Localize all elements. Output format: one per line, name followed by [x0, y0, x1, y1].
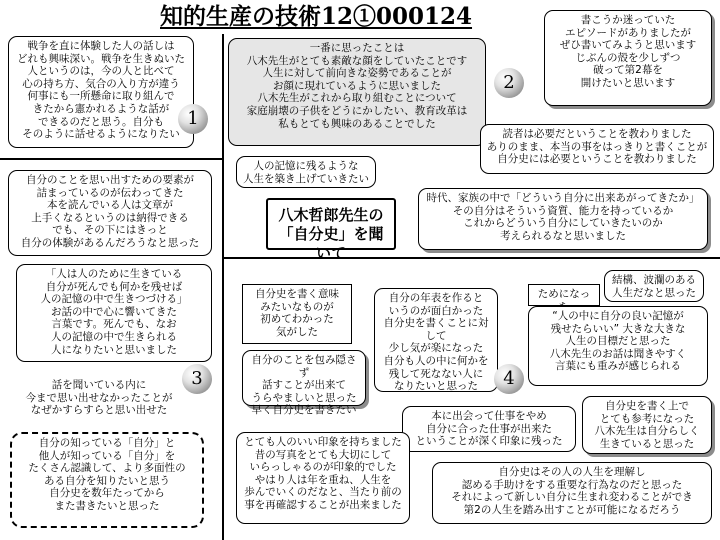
note-text: 自分の知っている「自分」と 他人が知っている「自分」を たくさん認識して、より多面性の ある自分を知りたいと思う 自分史を数年たってから また書きたいと思った: [28, 437, 186, 512]
note-text: とても人のいい印象を持ちました 昔の写真をとても大切にして いらっしゃるのが印象的でした やはり人は年を重ね、人生を 歩んでいくのだなと、当たり前の 事を再確認することが出来ました: [244, 436, 402, 511]
note-reference: [582, 396, 712, 454]
note-text: 自分の年表を作ると いうのが面白かった 自分史を書くことに対して 少し気が楽になった 自分も人の中に何かを 残して死なない人に なりたいと思った: [383, 292, 489, 393]
note-text: 一番に思ったことは 八木先生がとても素敵な顔をしていたことです 人生に対して前向きな姿勢であることが お顔に現れているように思いました 八木先生がこれから取り組むことについて 家庭崩壊の子供をどうにかしたい、教育改革は 私もとても興味のあることでした: [246, 42, 468, 130]
note-turbulent-life: [604, 270, 704, 302]
note-text: 読者は必要だということを教わりました ありのまま、本当の事をはっきりと書くことが 自分史には必要ということを教わりました: [486, 128, 708, 166]
note-first-impression: [228, 38, 486, 146]
note-new-job: [402, 406, 576, 452]
note-text: 「人は人のために生きている 自分が死んでも何かを残せば 人の記憶の中で生きつづける」 お話の中で心に響いてきた 言葉です。死んでも、なお 人の記憶の中で生きられる 人になりたいと思いました: [40, 268, 188, 356]
note-chronology: [374, 288, 498, 392]
note-memory: [236, 156, 376, 188]
note-good-person: [236, 432, 410, 524]
center-title-box: [266, 198, 396, 262]
note-text: 時代、家族の中で「どういう自分に出来あがってきたか」 その自分はそういう資質、能力を持っているか これからどういう自分にしていきたいのか 考えられるなと思いました: [426, 192, 700, 242]
note-text: 本に出会って仕事をやめ 自分に合った仕事が出来た ということが深く印象に残った: [415, 410, 563, 448]
note-text: 戦争を直に体験した人の話しは どれも興味深い。戦争を生きぬいた 人というのは，今の人と比べて 心の持ち方、気合の入り方が違う 何事にも一所懸命に取り組んで きたから憲かれるような話が できるのだと思う。自分も そのように話せるようになりたい: [17, 40, 185, 141]
note-recall-elements: [8, 170, 212, 256]
section-number-3-icon: 3: [182, 364, 212, 394]
note-text: 自分史を書く上で とても参考になった 八木先生は自分らしく 生きていると思った: [594, 400, 700, 450]
note-text: 自分のことを思い出すための要素が 詰まっているのが伝わってきた 本を読んでいる人は文章が 上手くなるというのは納得できる でも、その下にはきっと 自分の体験があるんだろうなと思った: [20, 174, 200, 249]
note-openness: [242, 350, 366, 417]
note-text: 話を聞いている内に 今まで思い出せなかったことが なぜかすらすらと思い出せた: [25, 379, 173, 417]
note-text: 自分史を書く意味 みたいなものが 初めてわかった 気がした: [255, 288, 339, 338]
section-number-4-icon: 4: [494, 364, 524, 394]
vertical-divider: [222, 34, 224, 540]
note-text: 自分史はその人の人生を理解し 認める手助けをする重要な行為なのだと思った それによって新しい自分に生まれ変わることができ 第2の人生を踏み出すことが可能になるだろう: [451, 466, 693, 516]
note-text: 結構、波瀾のある 人生だなと思った: [612, 274, 696, 299]
note-text: ためになっ: [537, 288, 591, 300]
horizontal-divider-left: [0, 158, 222, 160]
note-good-memory: [528, 306, 708, 386]
note-war-experience: [8, 36, 194, 148]
page-title: 知的生産の技術12①000124: [160, 3, 473, 30]
note-live-for-others: [16, 264, 212, 362]
note-reader-needed: [480, 124, 714, 174]
note-meaning: [242, 284, 352, 344]
note-multifaceted-self: [10, 432, 204, 528]
note-listening-recall: [14, 376, 184, 424]
note-text: 自分のことを包み隠さず 話すことが出来て うらやましいと思った 早く自分史を書きたい: [251, 354, 357, 417]
note-era-family: [418, 188, 708, 250]
center-title: 八木哲郎先生の 「自分史」を聞いて: [278, 206, 384, 262]
note-text: 人の記憶に残るような 人生を築き上げていきたい: [243, 160, 369, 185]
note-text: “人の中に自分の良い記憶が 残せたらいい” 大きな大きな 人生の目標だと思った 八木先生のお話は聞きやすく 言葉にも重みが感じられる: [549, 310, 687, 373]
section-number-2-icon: 2: [494, 68, 524, 98]
note-second-act: [544, 10, 712, 106]
section-number-1-icon: 1: [178, 104, 208, 134]
note-helpful: [528, 284, 600, 306]
note-text: 書こうか迷っていた エピソードがありましたが ぜひ書いてみようと思います じぶんの殻を少しずつ 破って第2幕を 開けたいと思います: [559, 14, 697, 89]
note-second-life: [432, 462, 712, 524]
